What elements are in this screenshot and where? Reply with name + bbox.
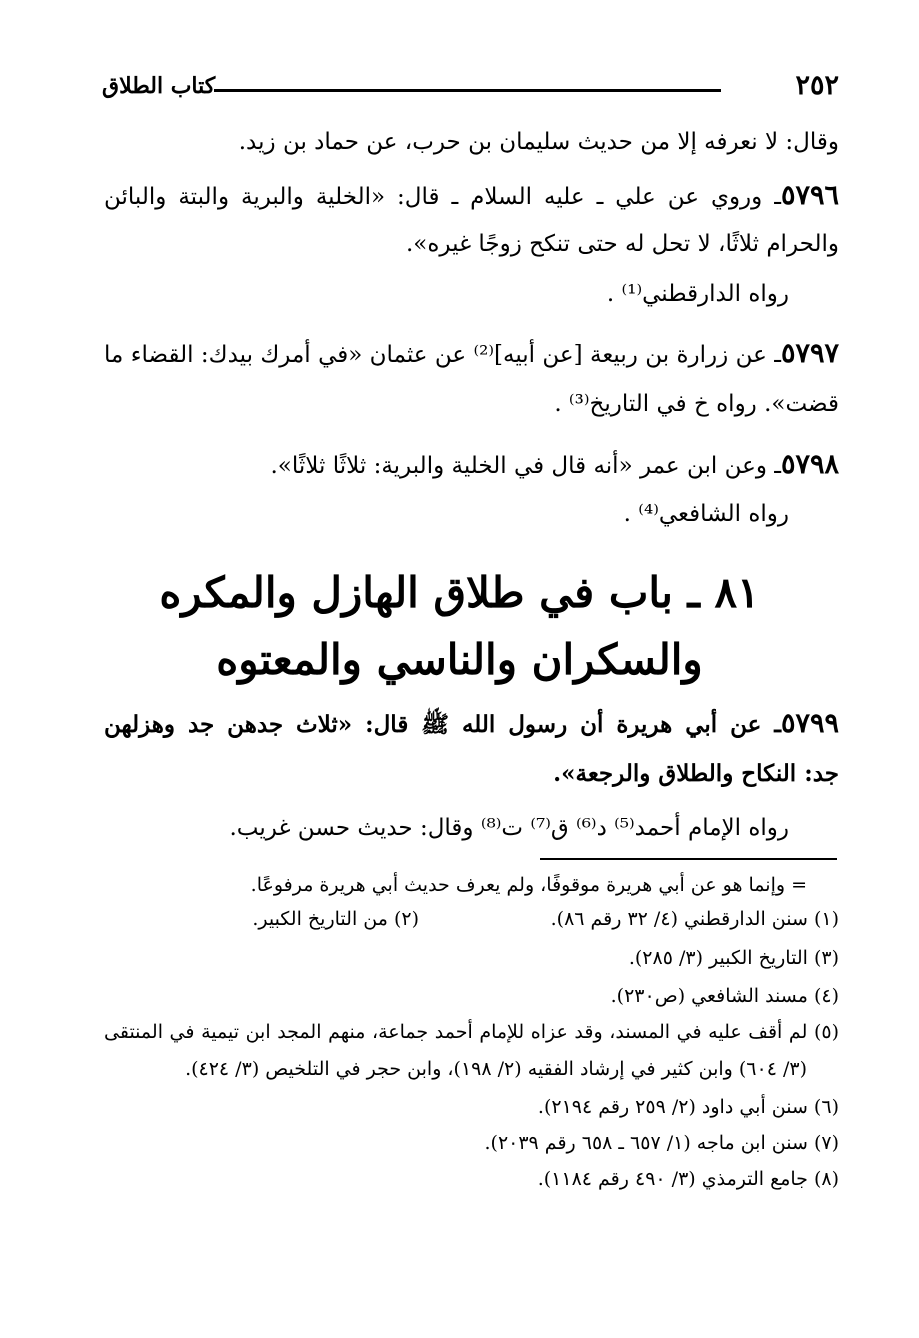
hadith-text: ـ وعن ابن عمر «أنه قال في الخلية والبرية: ثلاثًا ثلاثًا». (270, 453, 781, 479)
hadith-5799-line1 (104, 706, 839, 743)
hadith-5796-line2: والحرام ثلاثًا، لا تحل له حتى تنكح زوجًا غيره». (406, 231, 839, 257)
footnote-8: (٨) جامع الترمذي (٣/ ٤٩٠ رقم ١١٨٤). (537, 1168, 839, 1190)
chapter-heading-line1: ٨١ ـ باب في طلاق الهازل والمكره (159, 568, 760, 617)
hadith-5797-line2: قضت». رواه خ في التاريخ⁽³⁾ . (554, 391, 839, 417)
hadith-number: ٥٧٩٦ (780, 180, 839, 211)
hadith-text: ـ عن أبي هريرة أن رسول الله ﷺ قال: «ثلاث جدهن جد وهزلهن (104, 711, 781, 738)
hadith-text: ـ عن زرارة بن ربيعة [عن أبيه]⁽²⁾ عن عثمان «في أمرك بيدك: القضاء ما (104, 342, 781, 368)
header-rule (214, 89, 721, 92)
page-header (0, 66, 919, 106)
running-title: كتاب الطلاق (102, 73, 216, 99)
continuation-line: وقال: لا نعرفه إلا من حديث سليمان بن حرب، عن حماد بن زيد. (238, 129, 839, 155)
footnote-5-line1: (٥) لم أقف عليه في المسند، وقد عزاه للإمام أحمد جماعة، منهم المجد ابن تيمية في المنتقى (104, 1021, 839, 1043)
footnote-1: (١) سنن الدارقطني (٤/ ٣٢ رقم ٨٦). (550, 908, 839, 930)
hadith-5796-line1 (104, 178, 839, 215)
footnote-line (104, 904, 839, 934)
footnote-2: (٢) من التاريخ الكبير. (252, 908, 419, 930)
chapter-heading-line2: والسكران والناسي والمعتوه (216, 635, 703, 684)
hadith-text: ـ وروي عن علي ـ عليه السلام ـ قال: «الخلية والبرية والبتة والبائن (104, 184, 781, 210)
hadith-5798-line1 (104, 447, 839, 484)
footnote-6: (٦) سنن أبي داود (٢/ ٢٥٩ رقم ٢١٩٤). (537, 1096, 839, 1118)
hadith-5799-line2: جد: النكاح والطلاق والرجعة». (553, 760, 839, 787)
hadith-5796-source: رواه الدارقطني⁽¹⁾ . (606, 281, 789, 307)
footnote-3: (٣) التاريخ الكبير (٣/ ٢٨٥). (628, 947, 839, 969)
hadith-5798-source: رواه الشافعي⁽⁴⁾ . (623, 501, 789, 527)
hadith-5797-line1 (104, 336, 839, 373)
footnote-5-line2: (٣/ ٦٠٤) وابن كثير في إرشاد الفقيه (٢/ ١٩٨)، وابن حجر في التلخيص (٣/ ٤٢٤). (185, 1058, 807, 1080)
hadith-5799-source: رواه الإمام أحمد⁽⁵⁾ د⁽⁶⁾ ق⁽⁷⁾ ت⁽⁸⁾ وقال: حديث حسن غريب. (229, 815, 789, 841)
footnote-7: (٧) سنن ابن ماجه (١/ ٦٥٧ ـ ٦٥٨ رقم ٢٠٣٩). (484, 1132, 839, 1154)
hadith-number: ٥٧٩٩ (780, 708, 839, 739)
hadith-number: ٥٧٩٨ (780, 449, 839, 480)
footnote-4: (٤) مسند الشافعي (ص٢٣٠). (610, 985, 839, 1007)
footnote-continuation: = وإنما هو عن أبي هريرة موقوفًا، ولم يعرف حديث أبي هريرة مرفوعًا. (250, 874, 807, 896)
page-number: ٢٥٢ (795, 70, 839, 101)
footnote-separator (540, 858, 837, 860)
hadith-number: ٥٧٩٧ (780, 338, 839, 369)
